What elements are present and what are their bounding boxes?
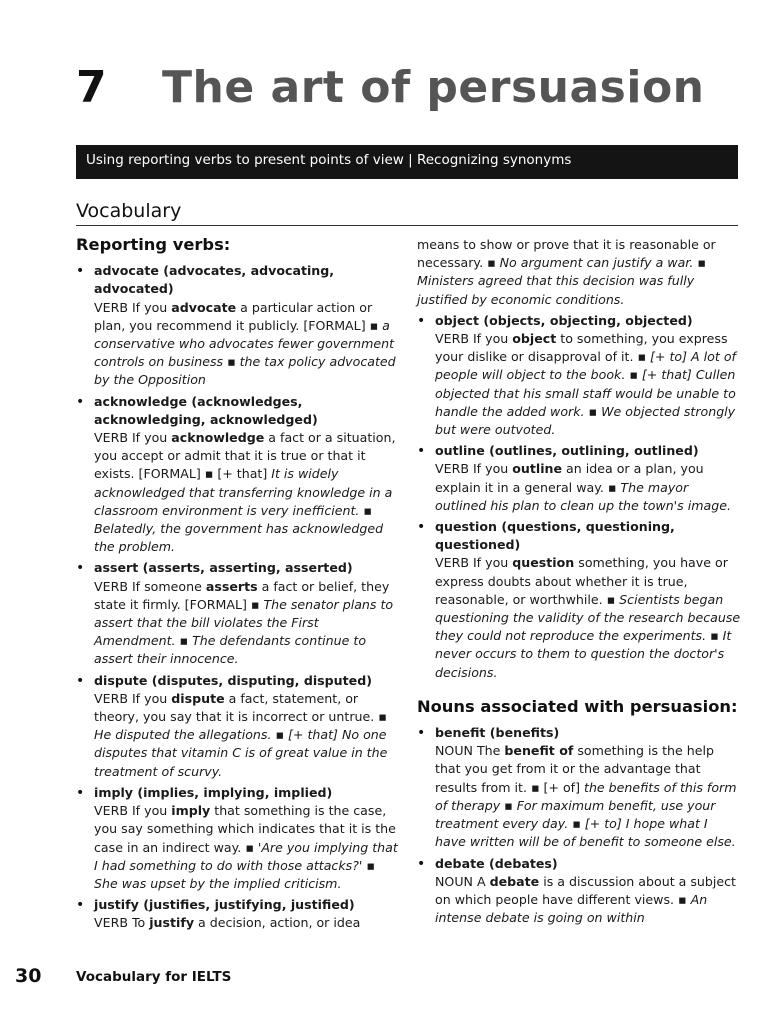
- definition: an idea or a plan, you explain it in a general way.: [435, 461, 704, 495]
- reporting-verbs-subheading: Reporting verbs:: [76, 235, 231, 254]
- definition: VERB If you: [94, 430, 172, 446]
- reporting-verbs-list: [76, 262, 400, 932]
- definition-keyword: imply: [171, 803, 211, 819]
- definition: a fact, statement, or theory, you say that it is incorrect or untrue.: [94, 690, 379, 725]
- example: ▪ No argument can justify a war. ▪ Ministers agreed that this decision was fully justified by economic conditions.: [417, 255, 706, 307]
- unit-number: 7: [76, 62, 107, 113]
- definition-keyword: asserts: [205, 578, 258, 594]
- example: ▪ Scientists began questioning the validity of the research because they could not reproduce the experiments. ▪ It never occurs to them to question the doctor's decisions.: [435, 591, 741, 680]
- reporting-verbs-list-continued: [417, 312, 741, 682]
- definition-keyword: object: [512, 331, 557, 347]
- definition: VERB If you: [435, 331, 513, 347]
- page-number: 30: [15, 965, 42, 987]
- example: ▪ 'Are you implying that I had something to do with those attacks?' ▪ She was upset by the implied criticism.: [94, 839, 398, 891]
- definition-keyword: benefit of: [504, 743, 574, 759]
- entry-assert: [76, 559, 400, 668]
- entry-benefit: [417, 724, 741, 851]
- definition: something, you have or express doubts about whether it is true, reasonable, or worthwhile.: [435, 555, 728, 607]
- unit-title: The art of persuasion: [162, 62, 705, 113]
- example: ▪ The mayor outlined his plan to clean up the town's image.: [435, 479, 731, 513]
- nouns-list: [417, 724, 741, 927]
- topic-banner: Using reporting verbs to present points of view | Recognizing synonyms: [76, 145, 738, 179]
- entry-object: [417, 312, 741, 439]
- definition: a fact or belief, they state it firmly. [FORMAL]: [94, 578, 390, 612]
- definition: VERB If you: [94, 690, 172, 706]
- book-title: Vocabulary for IELTS: [76, 969, 232, 985]
- definition: VERB If you: [94, 803, 172, 819]
- definition: means to show or prove that it is reasonable or necessary.: [417, 237, 716, 271]
- definition: a decision, action, or idea: [194, 915, 361, 931]
- definition: something is the help that you get from it or the advantage that results from it. ▪ [+ of]: [435, 743, 714, 795]
- definition-keyword: justify: [149, 915, 195, 931]
- example: ▪ [+ to] A lot of people will object to the book. ▪ [+ that] Cullen objected that his small staff would be unable to handle the added work. ▪ We objected strongly but were outvoted.: [435, 349, 736, 438]
- definition: that something is the case, you say something which indicates that it is the case in an indirect way.: [94, 803, 396, 855]
- headword: benefit (benefits): [435, 725, 560, 741]
- entry-advocate: [76, 262, 400, 389]
- headword: dispute (disputes, disputing, disputed): [94, 672, 372, 688]
- entry-question: [417, 518, 741, 682]
- entry-acknowledge: [76, 393, 400, 557]
- headword: acknowledge (acknowledges, acknowledging, acknowledged): [94, 393, 318, 427]
- example: ▪ a conservative who advocates fewer government controls on business ▪ the tax policy advocated by the Opposition: [94, 317, 396, 388]
- example: ▪ The senator plans to assert that the bill violates the First Amendment. ▪ The defendants continue to assert their innocence.: [94, 596, 394, 667]
- entry-dispute: [76, 672, 400, 781]
- headword: debate (debates): [435, 855, 558, 871]
- entry-justify: [76, 896, 400, 932]
- definition: to something, you express your dislike or disapproval of it.: [435, 331, 728, 365]
- headword: assert (asserts, asserting, asserted): [94, 560, 353, 576]
- headword: imply (implies, implying, implied): [94, 784, 333, 800]
- entry-outline: [417, 442, 741, 515]
- headword: object (objects, objecting, objected): [435, 312, 693, 328]
- nouns-subheading: Nouns associated with persuasion:: [417, 696, 738, 716]
- section-heading: Vocabulary: [76, 200, 738, 226]
- definition: NOUN The: [435, 743, 505, 759]
- definition-keyword: question: [512, 555, 575, 571]
- definition: a fact or a situation, you accept or admit that it is true or that it exists. [FORMAL] ▪ [+ that]: [94, 430, 396, 482]
- definition: VERB If you: [435, 555, 513, 571]
- definition: VERB To: [94, 915, 150, 931]
- example: ▪ He disputed the allegations. ▪ [+ that] No one disputes that vitamin C is of great value in the treatment of scurvy.: [94, 709, 388, 779]
- example: It is widely acknowledged that transferring knowledge in a classroom environment is very inefficient. ▪ Belatedly, the government has acknowledged the problem.: [94, 466, 393, 555]
- headword: advocate (advocates, advocating, advocated): [94, 263, 335, 297]
- definition-keyword: advocate: [171, 299, 237, 315]
- example: ▪ An intense debate is going on within: [435, 891, 708, 926]
- entry-debate: [417, 855, 741, 928]
- justify-continuation: [417, 236, 741, 309]
- definition-keyword: acknowledge: [171, 430, 265, 446]
- definition-keyword: outline: [512, 461, 563, 477]
- headword: question (questions, questioning, questioned): [435, 519, 675, 553]
- headword: outline (outlines, outlining, outlined): [435, 443, 699, 459]
- definition: is a discussion about a subject on which people have different views.: [435, 873, 736, 907]
- headword: justify (justifies, justifying, justified): [94, 897, 355, 913]
- example: the benefits of this form of therapy ▪ For maximum benefit, use your treatment every day. ▪ [+ to] I hope what I have written will be of benefit to someone else.: [435, 779, 737, 850]
- definition-keyword: dispute: [171, 690, 225, 706]
- definition-keyword: debate: [489, 873, 540, 889]
- definition: NOUN A: [435, 873, 490, 889]
- definition: a particular action or plan, you recommend it publicly. [FORMAL]: [94, 299, 373, 333]
- definition: VERB If someone: [94, 578, 206, 594]
- definition: VERB If you: [435, 461, 513, 477]
- right-column: [417, 236, 741, 930]
- left-column: [76, 236, 400, 936]
- entry-imply: [76, 784, 400, 893]
- definition: VERB If you: [94, 299, 172, 315]
